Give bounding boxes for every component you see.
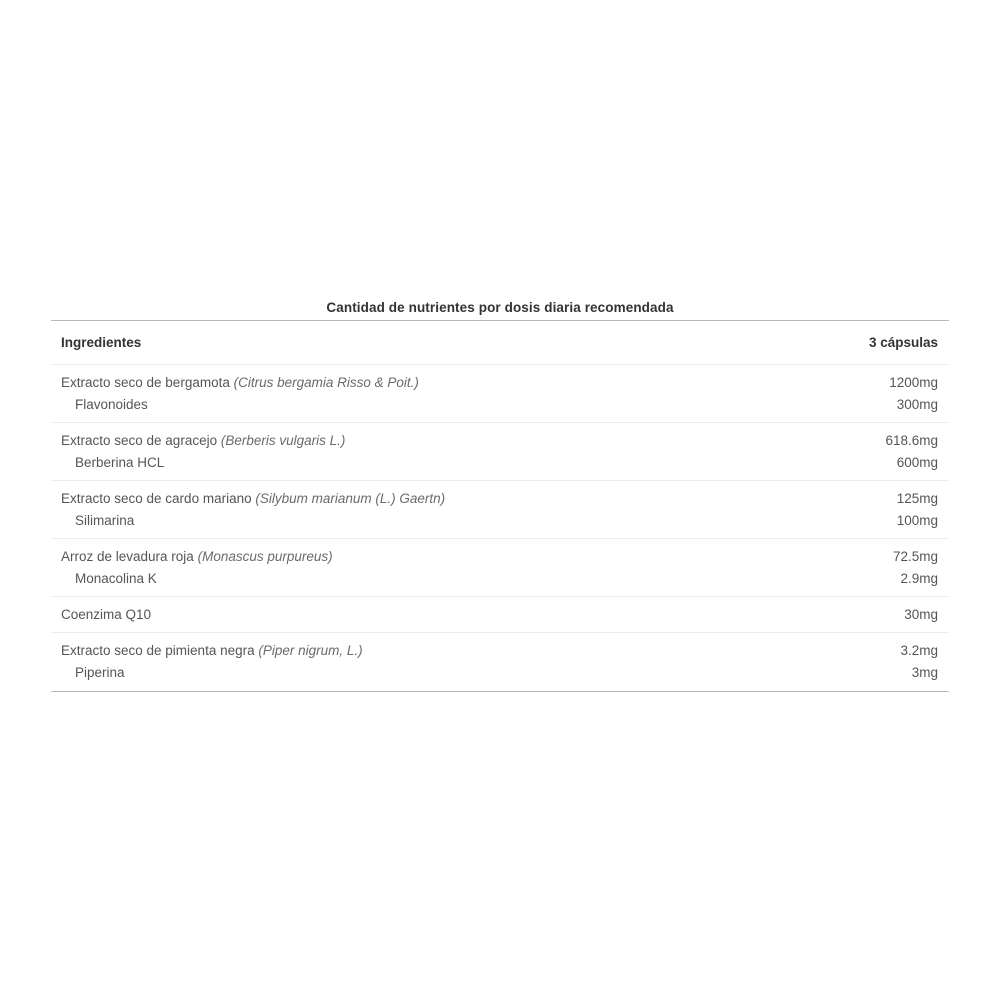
ingredient-row: [61, 429, 938, 451]
sub-ingredient-amount: 3mg: [911, 664, 938, 680]
latin-name: (Berberis vulgaris L.): [220, 432, 346, 448]
table-header: [51, 321, 949, 365]
ingredient-name: Extracto seco de agracejo (Berberis vulgaris L.): [61, 432, 346, 448]
sub-ingredient-amount: 100mg: [896, 512, 938, 528]
ingredient-amount: 30mg: [904, 606, 938, 622]
ingredient-amount: 1200mg: [889, 374, 938, 390]
latin-name: (Monascus purpureus): [197, 548, 333, 564]
ingredient-amount: 3.2mg: [900, 642, 938, 658]
latin-name: (Citrus bergamia Risso & Poit.): [233, 374, 419, 390]
latin-name: (Piper nigrum, L.): [258, 642, 363, 658]
sub-ingredient-row: [61, 393, 938, 415]
ingredient-row: [61, 639, 938, 661]
ingredient-row: [61, 545, 938, 567]
nutrient-table: [51, 296, 949, 692]
sub-ingredient-row: [61, 567, 938, 589]
ingredient-group-bergamota: [51, 365, 949, 423]
ingredient-group-pimienta-negra: [51, 633, 949, 691]
dose-column-header: 3 cápsulas: [868, 335, 938, 350]
sub-ingredient-name: Berberina HCL: [75, 454, 165, 470]
ingredients-column-header: Ingredientes: [61, 335, 142, 350]
sub-ingredient-row: [61, 661, 938, 683]
ingredient-amount: 125mg: [896, 490, 938, 506]
ingredient-group-agracejo: [51, 423, 949, 481]
sub-ingredient-amount: 2.9mg: [900, 570, 938, 586]
ingredient-group-coenzima: [51, 597, 949, 633]
ingredient-row: [61, 487, 938, 509]
sub-ingredient-name: Piperina: [75, 664, 125, 680]
ingredient-row: [61, 371, 938, 393]
ingredient-group-cardo-mariano: [51, 481, 949, 539]
sub-ingredient-name: Monacolina K: [75, 570, 157, 586]
ingredient-name: Extracto seco de pimienta negra (Piper nigrum, L.): [61, 642, 363, 658]
ingredient-name: Extracto seco de cardo mariano (Silybum marianum (L.) Gaertn): [61, 490, 446, 506]
ingredient-name: Arroz de levadura roja (Monascus purpureus): [61, 548, 333, 564]
table-title: Cantidad de nutrientes por dosis diaria recomendada: [326, 300, 674, 315]
ingredient-amount: 72.5mg: [892, 548, 938, 564]
ingredient-group-levadura-roja: [51, 539, 949, 597]
sub-ingredient-name: Silimarina: [75, 512, 135, 528]
ingredient-name: Coenzima Q10: [61, 606, 152, 622]
sub-ingredient-name: Flavonoides: [75, 396, 148, 412]
ingredient-name: Extracto seco de bergamota (Citrus bergamia Risso & Poit.): [61, 374, 419, 390]
sub-ingredient-row: [61, 509, 938, 531]
ingredient-amount: 618.6mg: [885, 432, 938, 448]
sub-ingredient-row: [61, 451, 938, 473]
sub-ingredient-amount: 600mg: [896, 454, 938, 470]
sub-ingredient-amount: 300mg: [896, 396, 938, 412]
latin-name: (Silybum marianum (L.) Gaertn): [255, 490, 446, 506]
ingredient-row: [61, 603, 938, 625]
bottom-divider: [51, 691, 949, 692]
